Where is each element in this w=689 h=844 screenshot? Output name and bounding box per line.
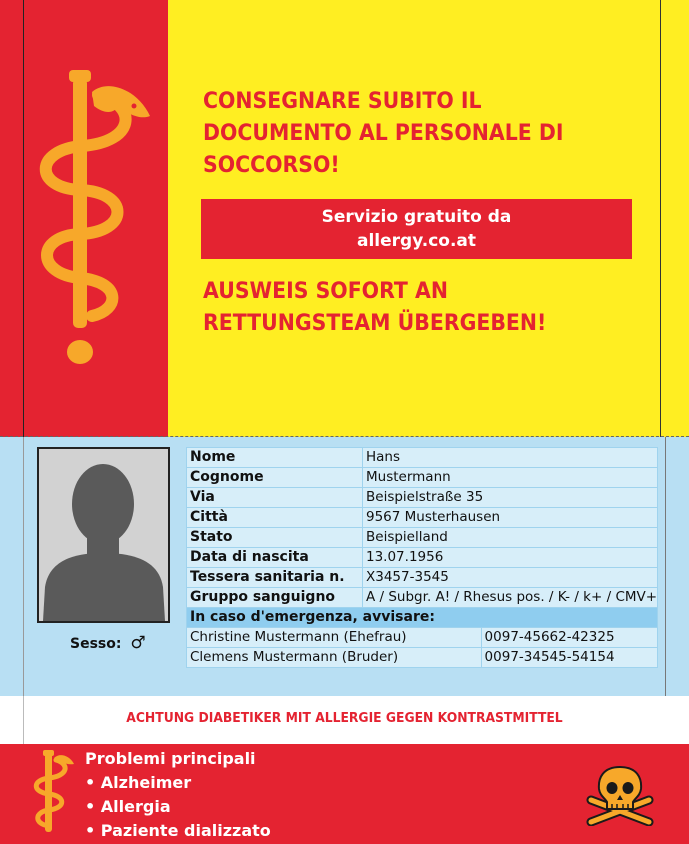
person-photo: [37, 447, 170, 623]
field-value: A / Subgr. A! / Rhesus pos. / K- / k+ / CMV+: [363, 588, 658, 608]
table-row: [187, 588, 658, 608]
problems-list: [85, 771, 271, 843]
field-value: Hans: [363, 448, 658, 468]
field-label: Nome: [187, 448, 363, 468]
person-silhouette-icon: [39, 449, 168, 621]
service-line: Servizio gratuito da: [321, 207, 512, 227]
table-row: [187, 468, 658, 488]
heading-italian-line: SOCCORSO!: [203, 153, 340, 178]
male-icon: ♂: [130, 633, 146, 653]
heading-italian-line: DOCUMENTO AL PERSONALE DI: [203, 121, 564, 146]
field-value: 13.07.1956: [363, 548, 658, 568]
contact-row: [187, 648, 658, 668]
contact-phone: 0097-34545-54154: [481, 648, 658, 668]
field-value: 9567 Musterhausen: [363, 508, 658, 528]
list-item: • Alzheimer: [85, 771, 271, 795]
list-item: • Paziente dializzato: [85, 819, 271, 843]
field-label: Stato: [187, 528, 363, 548]
table-row: [187, 508, 658, 528]
field-value: Beispielstraße 35: [363, 488, 658, 508]
personal-data-table: [186, 447, 658, 668]
table-row: [187, 568, 658, 588]
warning-text: ACHTUNG DIABETIKER MIT ALLERGIE GEGEN KONTRASTMITTEL: [126, 711, 563, 726]
contact-name: Clemens Mustermann (Bruder): [187, 648, 482, 668]
contact-row: [187, 628, 658, 648]
service-banner: [201, 199, 632, 259]
service-link[interactable]: allergy.co.at: [357, 231, 476, 251]
field-label: Città: [187, 508, 363, 528]
sex-field: [70, 633, 146, 653]
table-row: [187, 528, 658, 548]
field-label: Tessera sanitaria n.: [187, 568, 363, 588]
contact-phone: 0097-45662-42325: [481, 628, 658, 648]
table-row: [187, 448, 658, 468]
rod-of-asclepius-icon: [38, 70, 158, 370]
field-value: Beispielland: [363, 528, 658, 548]
field-value: Mustermann: [363, 468, 658, 488]
heading-german-line: AUSWEIS SOFORT AN: [203, 279, 448, 304]
field-label: Data di nascita: [187, 548, 363, 568]
main-problems: [85, 747, 271, 843]
rod-of-asclepius-icon: [32, 748, 76, 844]
heading-german: [203, 276, 546, 340]
heading-italian-line: CONSEGNARE SUBITO IL: [203, 89, 482, 114]
fold-line-left: [23, 437, 24, 696]
skull-crossbones-icon: [585, 764, 655, 826]
field-label: Cognome: [187, 468, 363, 488]
emergency-heading-row: [187, 608, 658, 628]
emergency-heading: In caso d'emergenza, avvisare:: [187, 608, 658, 628]
field-value: X3457-3545: [363, 568, 658, 588]
table-row: [187, 488, 658, 508]
field-label: Gruppo sanguigno: [187, 588, 363, 608]
heading-italian: [203, 86, 563, 182]
fold-line-right: [660, 0, 661, 437]
heading-german-line: RETTUNGSTEAM ÜBERGEBEN!: [203, 311, 547, 336]
problems-title: Problemi principali: [85, 749, 256, 768]
contact-name: Christine Mustermann (Ehefrau): [187, 628, 482, 648]
fold-line-right: [665, 437, 666, 696]
sex-label: Sesso:: [70, 636, 122, 652]
list-item: • Allergia: [85, 795, 271, 819]
field-label: Via: [187, 488, 363, 508]
fold-line-left: [23, 0, 24, 437]
table-row: [187, 548, 658, 568]
